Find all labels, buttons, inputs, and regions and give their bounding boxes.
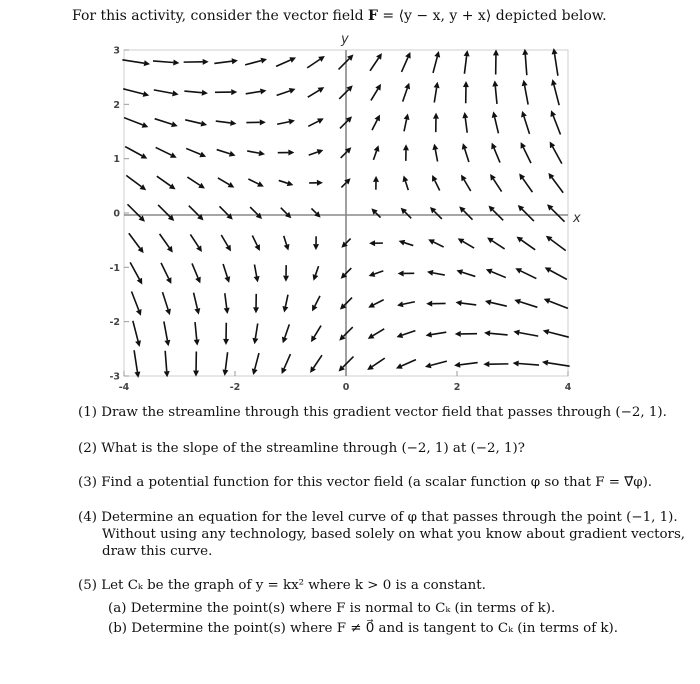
field-arrow	[455, 331, 477, 337]
field-arrow	[248, 179, 263, 187]
field-arrow	[463, 81, 469, 103]
y-tick-label: -2	[109, 317, 120, 329]
field-arrow	[246, 89, 267, 95]
field-arrow	[223, 323, 229, 345]
field-arrow	[434, 82, 440, 103]
field-arrow	[247, 150, 265, 156]
field-arrow	[222, 352, 228, 376]
field-arrow	[370, 53, 382, 71]
field-arrow	[550, 110, 560, 134]
field-arrow	[373, 145, 379, 160]
field-arrow	[550, 141, 562, 163]
field-arrow	[373, 176, 379, 190]
x-tick-label: -4	[118, 382, 130, 393]
field-arrow	[404, 113, 410, 131]
field-arrow	[127, 204, 144, 221]
x-tick-label: -2	[229, 382, 241, 393]
field-arrow	[487, 237, 505, 249]
field-arrow	[522, 49, 528, 75]
field-arrow	[397, 301, 415, 307]
field-arrow	[309, 180, 323, 186]
field-arrow	[154, 90, 179, 96]
question-5b-text: Determine the point(s) where F ≠ 0⃗ and is tangent to Cₖ (in terms of k).	[131, 621, 618, 636]
field-arrow	[162, 292, 170, 315]
field-arrow	[252, 353, 259, 375]
field-arrow	[254, 265, 260, 283]
field-arrow	[521, 142, 531, 163]
field-arrow	[368, 300, 383, 308]
field-arrow	[456, 269, 475, 276]
field-arrow	[401, 208, 412, 219]
x-tick-label: 2	[453, 382, 461, 393]
field-arrow	[430, 207, 442, 219]
field-arrow	[252, 323, 258, 344]
field-arrow	[313, 236, 319, 250]
field-arrow	[454, 362, 478, 368]
field-arrow	[552, 48, 558, 76]
field-arrow	[276, 57, 296, 66]
question-5a-label: (a)	[108, 601, 127, 616]
field-arrow	[367, 358, 385, 370]
question-5	[78, 577, 486, 594]
field-arrow	[217, 150, 236, 157]
question-5a-text: Determine the point(s) where F is normal to Cₖ (in terms of k).	[130, 601, 556, 616]
x-axis-label: x	[573, 211, 581, 226]
field-arrow	[134, 350, 140, 378]
field-arrow	[309, 149, 324, 155]
field-arrow	[194, 322, 200, 346]
field-arrow	[216, 120, 237, 126]
field-arrow	[489, 206, 504, 221]
field-arrow	[462, 112, 468, 133]
field-arrow	[223, 264, 230, 283]
field-arrow	[484, 330, 508, 336]
y-axis-label: y	[341, 32, 349, 47]
field-arrow	[126, 175, 146, 190]
field-arrow	[398, 270, 415, 276]
field-arrow	[402, 52, 411, 72]
field-arrow	[190, 234, 202, 252]
field-arrow	[513, 330, 538, 336]
field-arrow	[282, 295, 288, 313]
field-arrow	[396, 360, 416, 369]
question-5-text: Let Cₖ be the graph of y = kx² where k > 0 is a constant.	[101, 578, 486, 593]
y-tick-label: -3	[109, 371, 120, 383]
field-arrow	[551, 79, 559, 105]
field-arrow	[492, 80, 498, 104]
question-1	[78, 404, 667, 421]
field-arrow	[246, 119, 265, 125]
field-arrow	[464, 50, 470, 74]
field-arrow	[544, 298, 568, 308]
field-arrow	[493, 49, 499, 74]
field-arrow	[548, 173, 563, 193]
field-arrow	[153, 60, 179, 66]
field-arrow	[308, 87, 324, 97]
field-arrow	[282, 324, 289, 343]
field-arrow	[547, 204, 564, 221]
field-arrow	[432, 175, 440, 190]
field-arrow	[369, 240, 383, 246]
field-arrow	[192, 263, 201, 283]
field-arrow	[193, 352, 199, 377]
field-arrow	[123, 89, 149, 97]
intro-text-before: For this activity, consider the vector field	[72, 8, 364, 24]
field-arrow	[546, 236, 566, 251]
field-arrow	[462, 143, 469, 162]
field-arrow	[485, 300, 507, 307]
field-arrow	[155, 119, 178, 127]
field-arrow	[221, 235, 231, 251]
question-4-line2: Without using any technology, based solely on what you know about gradient vectors,	[102, 527, 686, 542]
field-arrow	[129, 233, 144, 253]
field-arrow	[372, 115, 380, 130]
question-3-text: Find a potential function for this vector field (a scalar function φ so that F = ∇⃗φ).	[101, 475, 653, 490]
field-arrow	[397, 331, 416, 338]
field-arrow	[514, 299, 537, 307]
field-arrow	[156, 147, 177, 157]
field-arrow	[483, 361, 508, 367]
field-arrow	[130, 262, 142, 284]
field-arrow	[545, 267, 567, 279]
field-arrow	[432, 144, 438, 162]
field-arrow	[433, 51, 440, 73]
field-arrow	[250, 207, 262, 219]
question-4	[78, 509, 685, 560]
field-arrow	[543, 329, 569, 337]
field-arrow	[427, 270, 445, 276]
field-arrow	[279, 180, 294, 186]
field-arrow	[515, 268, 536, 278]
y-tick-label: 2	[113, 99, 120, 111]
field-arrow	[403, 83, 410, 102]
question-5b-label: (b)	[108, 621, 128, 636]
field-arrow	[160, 234, 173, 253]
field-arrow	[426, 332, 447, 338]
field-arrow	[308, 118, 323, 126]
question-3-label: (3)	[78, 475, 97, 490]
field-arrow	[459, 206, 472, 219]
y-tick-label: 1	[113, 154, 120, 166]
question-2	[78, 440, 525, 457]
field-arrow	[456, 300, 477, 306]
field-arrow	[184, 90, 208, 96]
field-arrow	[184, 59, 209, 65]
field-arrow	[164, 351, 170, 377]
field-arrow	[133, 321, 141, 347]
y-tick-label: 0	[113, 208, 120, 220]
field-arrow	[513, 361, 539, 367]
field-arrow	[186, 148, 206, 157]
field-arrow	[433, 113, 439, 132]
field-arrow	[189, 206, 204, 221]
question-1-text: Draw the streamline through this gradient vector field that passes through (−2, 1).	[101, 405, 667, 420]
field-arrow	[486, 269, 506, 278]
field-arrow	[491, 143, 500, 163]
field-arrow	[311, 208, 320, 217]
field-arrow	[187, 177, 205, 189]
field-symbol: F	[368, 8, 378, 24]
field-arrow	[428, 239, 443, 247]
field-arrow	[490, 174, 502, 192]
field-arrow	[158, 205, 174, 221]
question-5b	[108, 620, 618, 637]
field-arrow	[245, 58, 267, 65]
field-arrow	[253, 294, 259, 313]
field-arrow	[311, 326, 321, 342]
field-arrow	[371, 208, 380, 217]
field-arrow	[310, 355, 322, 373]
field-arrow	[194, 293, 201, 315]
field-arrow	[426, 301, 445, 307]
field-arrow	[284, 236, 290, 251]
field-arrow	[307, 56, 325, 68]
question-4-line3: draw this curve.	[102, 544, 213, 559]
field-arrow	[399, 240, 414, 246]
field-arrow	[312, 296, 320, 311]
field-arrow	[277, 119, 295, 125]
question-3	[78, 474, 652, 491]
field-arrow	[278, 150, 295, 156]
field-arrow	[283, 265, 289, 282]
question-4-label: (4)	[78, 510, 97, 525]
field-arrow	[368, 329, 384, 339]
field-arrow	[369, 271, 384, 277]
field-arrow	[458, 238, 474, 248]
field-arrow	[518, 205, 534, 221]
field-arrow	[403, 144, 409, 161]
field-arrow	[214, 58, 238, 64]
field-arrow	[492, 111, 499, 133]
y-tick-label: -1	[109, 262, 120, 274]
field-arrow	[219, 206, 232, 219]
field-arrow	[164, 321, 170, 346]
field-arrow	[224, 293, 230, 314]
field-arrow	[185, 120, 207, 127]
question-1-label: (1)	[78, 405, 97, 420]
intro-text-after: depicted below.	[495, 8, 607, 24]
field-arrow	[519, 173, 532, 192]
x-tick-label: 0	[342, 382, 350, 393]
field-arrow	[461, 175, 471, 191]
x-tick-label: 4	[564, 382, 572, 393]
field-expression: = ⟨y − x, y + x⟩	[382, 8, 492, 24]
question-2-label: (2)	[78, 441, 97, 456]
field-arrow	[403, 175, 409, 190]
question-4-text: Determine an equation for the level curve of φ that passes through the point (−1, 1).	[101, 510, 678, 525]
question-5-label: (5)	[78, 578, 97, 593]
field-arrow	[161, 263, 171, 284]
field-arrow	[122, 60, 150, 66]
field-arrow	[516, 237, 535, 250]
field-arrow	[124, 118, 148, 128]
field-arrow	[218, 178, 234, 188]
field-arrow	[371, 84, 381, 100]
question-2-text: What is the slope of the streamline through (−2, 1) at (−2, 1)?	[101, 441, 525, 456]
field-arrow	[542, 360, 570, 366]
field-arrow	[277, 88, 296, 95]
field-arrow	[125, 147, 147, 159]
question-5a	[108, 600, 555, 617]
field-arrow	[132, 292, 142, 316]
field-arrow	[313, 266, 319, 281]
field-arrow	[215, 89, 237, 95]
field-arrow	[425, 361, 447, 368]
field-arrow	[281, 354, 290, 374]
y-tick-label: 3	[113, 45, 120, 57]
field-arrow	[252, 235, 260, 250]
field-arrow	[521, 111, 529, 134]
field-arrow	[157, 176, 176, 189]
field-arrow	[281, 208, 292, 219]
field-arrow	[522, 80, 528, 105]
